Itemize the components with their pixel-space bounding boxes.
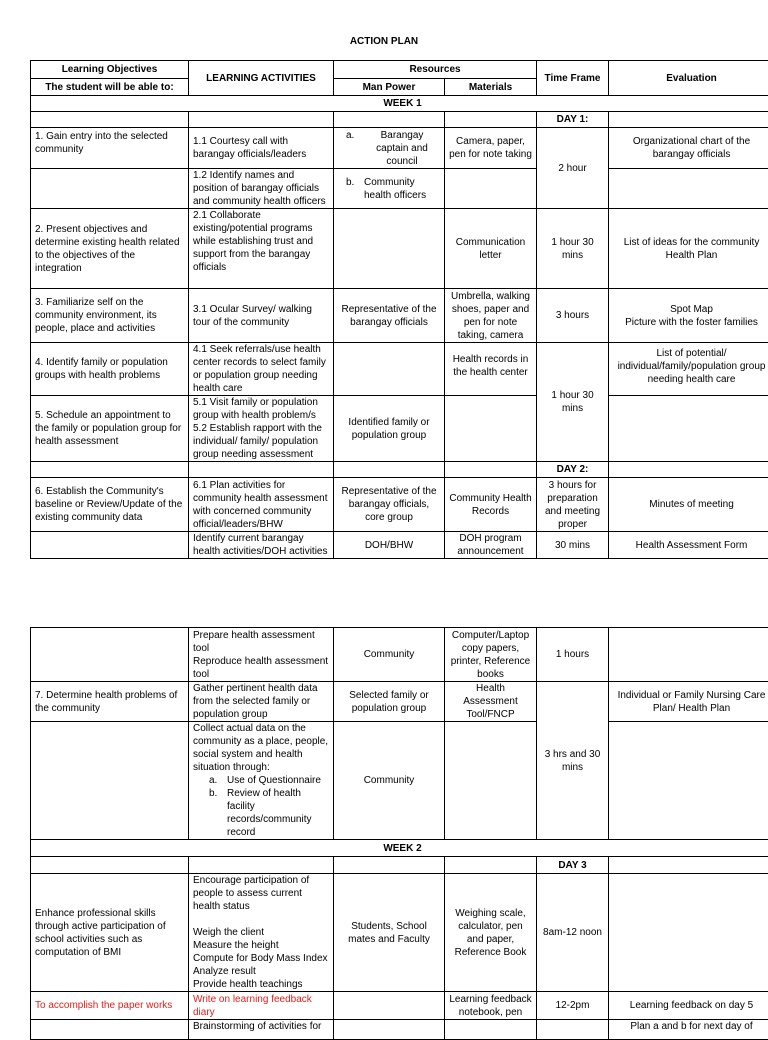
evaluation-p2: Individual or Family Nursing Care Plan/ Health Plan — [609, 682, 768, 722]
time-p5: 12-2pm — [537, 992, 609, 1020]
manpower-6: Representative of the barangay officials, core group — [334, 478, 445, 532]
header-learning-activities: LEARNING ACTIVITIES — [189, 61, 334, 96]
table-cell — [31, 532, 189, 559]
week-2-label: WEEK 2 — [31, 840, 768, 857]
table-cell — [609, 722, 768, 840]
table-cell — [609, 874, 768, 992]
table-cell — [189, 462, 334, 478]
materials-p5: Learning feedback notebook, pen — [445, 992, 537, 1020]
table-cell — [31, 169, 189, 209]
time-p2: 3 hrs and 30 mins — [537, 682, 609, 840]
manpower-1b — [334, 169, 445, 209]
time-1: 2 hour — [537, 128, 609, 209]
day-3-label: DAY 3 — [537, 857, 609, 874]
time-p1: 1 hours — [537, 628, 609, 682]
objective-5: 5. Schedule an appointment to the family or population group for health assessment — [31, 396, 189, 462]
evaluation-3: Spot Map Picture with the foster families — [609, 289, 768, 343]
table-cell — [445, 722, 537, 840]
list-marker: b. — [346, 176, 354, 189]
header-student-able: The student will be able to: — [31, 79, 189, 96]
manpower-p2: Selected family or population group — [334, 682, 445, 722]
header-learning-objectives: Learning Objectives — [31, 61, 189, 79]
header-time-frame: Time Frame — [537, 61, 609, 96]
activity-brainstorming: Brainstorming of activities for — [189, 1020, 334, 1040]
table-cell — [445, 169, 537, 209]
time-2: 1 hour 30 mins — [537, 209, 609, 289]
table-cell — [445, 396, 537, 462]
table-cell — [445, 462, 537, 478]
table-cell — [609, 169, 768, 209]
manpower-p1: Community — [334, 628, 445, 682]
table-cell — [189, 857, 334, 874]
list-marker: a. — [209, 774, 217, 787]
table-cell — [609, 462, 768, 478]
objective-paper-works: To accomplish the paper works — [31, 992, 189, 1020]
day-1-label: DAY 1: — [537, 112, 609, 128]
manpower-p3: Community — [334, 722, 445, 840]
table-cell — [445, 1020, 537, 1040]
evaluation-6b: Health Assessment Form — [609, 532, 768, 559]
table-cell — [334, 209, 445, 289]
table-cell — [31, 722, 189, 840]
table-cell — [537, 1020, 609, 1040]
action-plan-table — [30, 60, 768, 559]
materials-p2: Health Assessment Tool/FNCP — [445, 682, 537, 722]
manpower-text: Barangay captain and council — [364, 129, 440, 168]
time-p4: 8am-12 noon — [537, 874, 609, 992]
manpower-1 — [334, 128, 445, 169]
activity-4-1: 4.1 Seek referrals/use health center records to select family or population group needing health care — [189, 343, 334, 396]
header-evaluation: Evaluation — [609, 61, 768, 96]
manpower-6b: DOH/BHW — [334, 532, 445, 559]
list-item — [227, 774, 329, 787]
activity-prepare-tool: Prepare health assessment tool Reproduce health assessment tool — [189, 628, 334, 682]
list-item — [227, 787, 329, 839]
table-cell — [445, 112, 537, 128]
manpower-text: Community health officers — [364, 177, 426, 201]
activity-collect-text: Collect actual data on the community as a place, people, social system and health situation through: — [193, 722, 329, 774]
evaluation-1: Organizational chart of the barangay officials — [609, 128, 768, 169]
table-cell — [445, 857, 537, 874]
table-cell — [334, 112, 445, 128]
sub-item-review-records: Review of health facility records/community record — [227, 788, 311, 838]
manpower-5: Identified family or population group — [334, 396, 445, 462]
week-1-label: WEEK 1 — [31, 96, 768, 112]
action-plan-table-continued — [30, 627, 768, 1040]
table-cell — [334, 1020, 445, 1040]
time-6b: 30 mins — [537, 532, 609, 559]
activity-3-1: 3.1 Ocular Survey/ walking tour of the community — [189, 289, 334, 343]
evaluation-p6: Plan a and b for next day of — [609, 1020, 768, 1040]
table-cell — [609, 628, 768, 682]
time-3: 3 hours — [537, 289, 609, 343]
table-cell — [334, 343, 445, 396]
activity-2-1: 2.1 Collaborate existing/potential programs while establishing trust and support from the barangay officials — [189, 209, 334, 289]
evaluation-6: Minutes of meeting — [609, 478, 768, 532]
activity-6-1: 6.1 Plan activities for community health assessment with concerned community official/leaders/BHW — [189, 478, 334, 532]
time-6: 3 hours for preparation and meeting proper — [537, 478, 609, 532]
activity-5: 5.1 Visit family or population group with health problem/s 5.2 Establish rapport with the individual/ family/ population group needing assessment — [189, 396, 334, 462]
table-cell — [31, 857, 189, 874]
activity-6-2: Identify current barangay health activities/DOH activities — [189, 532, 334, 559]
table-cell — [31, 628, 189, 682]
objective-4: 4. Identify family or population groups with health problems — [31, 343, 189, 396]
evaluation-p5: Learning feedback on day 5 — [609, 992, 768, 1020]
table-cell — [334, 992, 445, 1020]
table-cell — [189, 112, 334, 128]
objective-7: 7. Determine health problems of the community — [31, 682, 189, 722]
activity-collect-data — [189, 722, 334, 840]
evaluation-2: List of ideas for the community Health Plan — [609, 209, 768, 289]
materials-6: Community Health Records — [445, 478, 537, 532]
activity-feedback-diary: Write on learning feedback diary — [189, 992, 334, 1020]
header-materials: Materials — [445, 79, 537, 96]
manpower-3: Representative of the barangay officials — [334, 289, 445, 343]
materials-1: Camera, paper, pen for note taking — [445, 128, 537, 169]
table-cell — [334, 462, 445, 478]
materials-4: Health records in the health center — [445, 343, 537, 396]
objective-6: 6. Establish the Community's baseline or Review/Update of the existing community data — [31, 478, 189, 532]
activity-bmi: Encourage participation of people to assess current health status Weigh the client Measure the height Compute for Body Mass Index Analyze result Provide health teachings — [189, 874, 334, 992]
list-marker: b. — [209, 787, 217, 800]
objective-2: 2. Present objectives and determine existing health related to the objectives of the integration — [31, 209, 189, 289]
manpower-p4: Students, School mates and Faculty — [334, 874, 445, 992]
evaluation-4: List of potential/ individual/family/population group needing health care — [609, 343, 768, 396]
activity-gather-data: Gather pertinent health data from the selected family or population group — [189, 682, 334, 722]
header-resources: Resources — [334, 61, 537, 79]
materials-6b: DOH program announcement — [445, 532, 537, 559]
materials-3: Umbrella, walking shoes, paper and pen for note taking, camera — [445, 289, 537, 343]
table-cell — [31, 1020, 189, 1040]
objective-1: 1. Gain entry into the selected community — [31, 128, 189, 169]
table-cell — [609, 857, 768, 874]
table-cell — [31, 112, 189, 128]
objective-enhance-skills: Enhance professional skills through active participation of school activities such as computation of BMI — [31, 874, 189, 992]
activity-1-2: 1.2 Identify names and position of barangay officials and community health officers — [189, 169, 334, 209]
header-man-power: Man Power — [334, 79, 445, 96]
day-2-label: DAY 2: — [537, 462, 609, 478]
table-cell — [31, 462, 189, 478]
objective-3: 3. Familiarize self on the community environment, its people, place and activities — [31, 289, 189, 343]
page-title: ACTION PLAN — [0, 36, 768, 47]
materials-p4: Weighing scale, calculator, pen and paper, Reference Book — [445, 874, 537, 992]
table-cell — [609, 396, 768, 462]
materials-p1: Computer/Laptop copy papers, printer, Reference books — [445, 628, 537, 682]
sub-item-questionnaire: Use of Questionnaire — [227, 775, 321, 786]
activity-1-1: 1.1 Courtesy call with barangay officials/leaders — [189, 128, 334, 169]
table-cell — [334, 857, 445, 874]
list-marker: a. — [346, 129, 354, 142]
time-4: 1 hour 30 mins — [537, 343, 609, 462]
table-cell — [609, 112, 768, 128]
materials-2: Communication letter — [445, 209, 537, 289]
